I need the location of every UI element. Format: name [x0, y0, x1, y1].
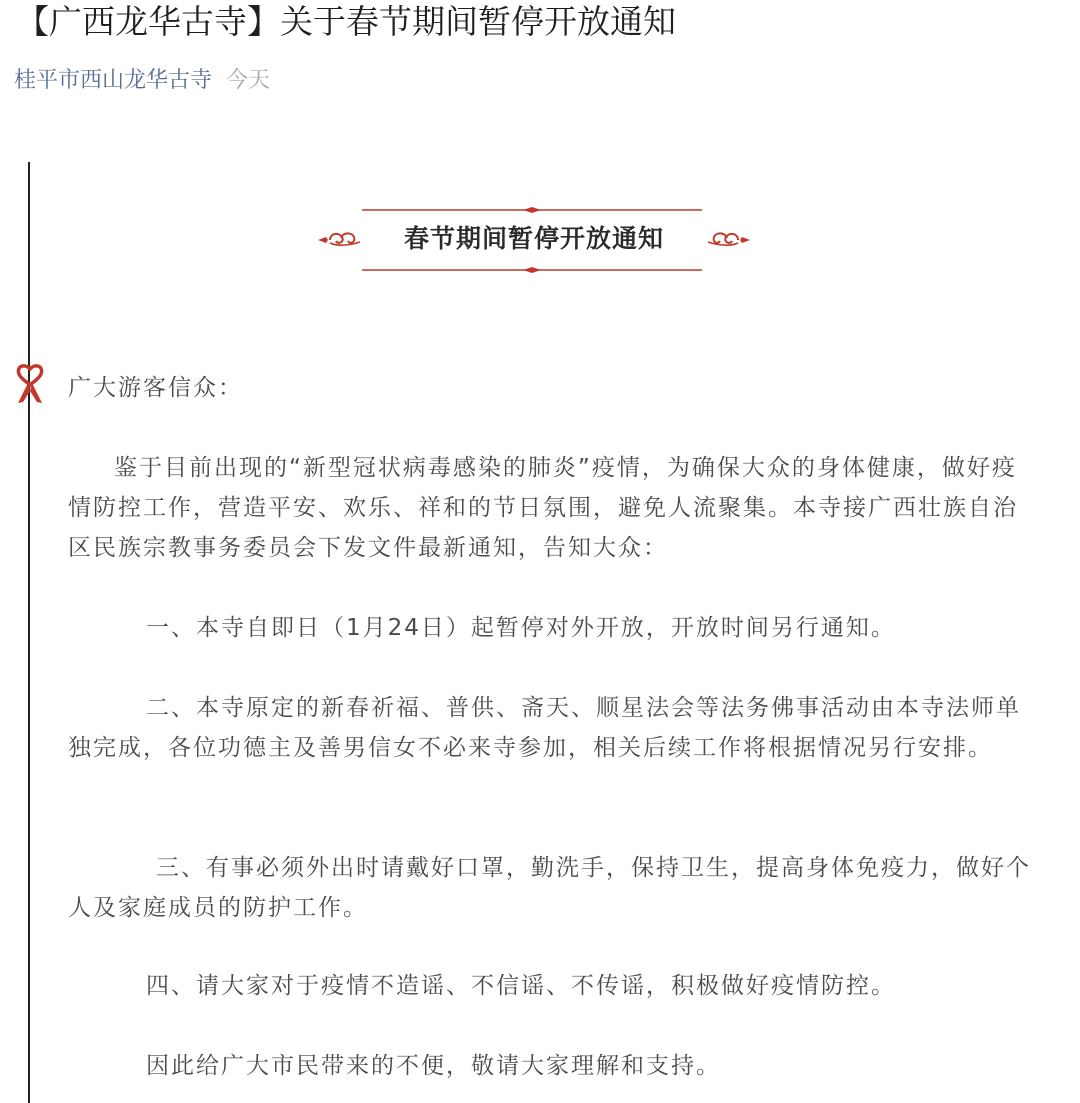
article-meta — [14, 66, 270, 96]
notice-item-2: 二、本寺原定的新春祈福、普供、斋天、顺星法会等法务佛事活动由本寺法师单独完成，各位功德主及善男信女不必来寺参加，相关后续工作将根据情况另行安排。 — [68, 695, 1021, 761]
account-name-link[interactable]: 桂平市西山龙华古寺 — [14, 68, 213, 93]
notice-item-4: 四、请大家对于疫情不造谣、不信谣、不传谣，积极做好疫情防控。 — [146, 973, 896, 999]
ribbon-icon — [13, 363, 47, 405]
greeting: 广大游客信众： — [68, 375, 243, 401]
left-decorative-rule — [28, 162, 30, 1103]
notice-banner — [314, 200, 754, 280]
banner-title: 春节期间暂停开放通知 — [403, 224, 664, 253]
notice-item-1: 一、本寺自即日（1月24日）起暂停对外开放，开放时间另行通知。 — [146, 615, 896, 641]
closing-paragraph: 因此给广大市民带来的不便，敬请大家理解和支持。 — [146, 1053, 721, 1079]
notice-item-3: 三、有事必须外出时请戴好口罩，勤洗手，保持卫生，提高身体免疫力，做好个人及家庭成员的防护工作。 — [68, 855, 1031, 921]
article-title: 【广西龙华古寺】关于春节期间暂停开放通知 — [16, 2, 676, 41]
publish-date: 今天 — [226, 68, 271, 93]
intro-paragraph: 鉴于目前出现的“新型冠状病毒感染的肺炎”疫情，为确保大众的身体健康，做好疫情防控工作，营造平安、欢乐、祥和的节日氛围，避免人流聚集。本寺接广西壮族自治区民族宗教事务委员会下发文件最新通知，告知大众： — [68, 455, 1018, 561]
cloud-ornament-right-icon — [708, 233, 750, 245]
